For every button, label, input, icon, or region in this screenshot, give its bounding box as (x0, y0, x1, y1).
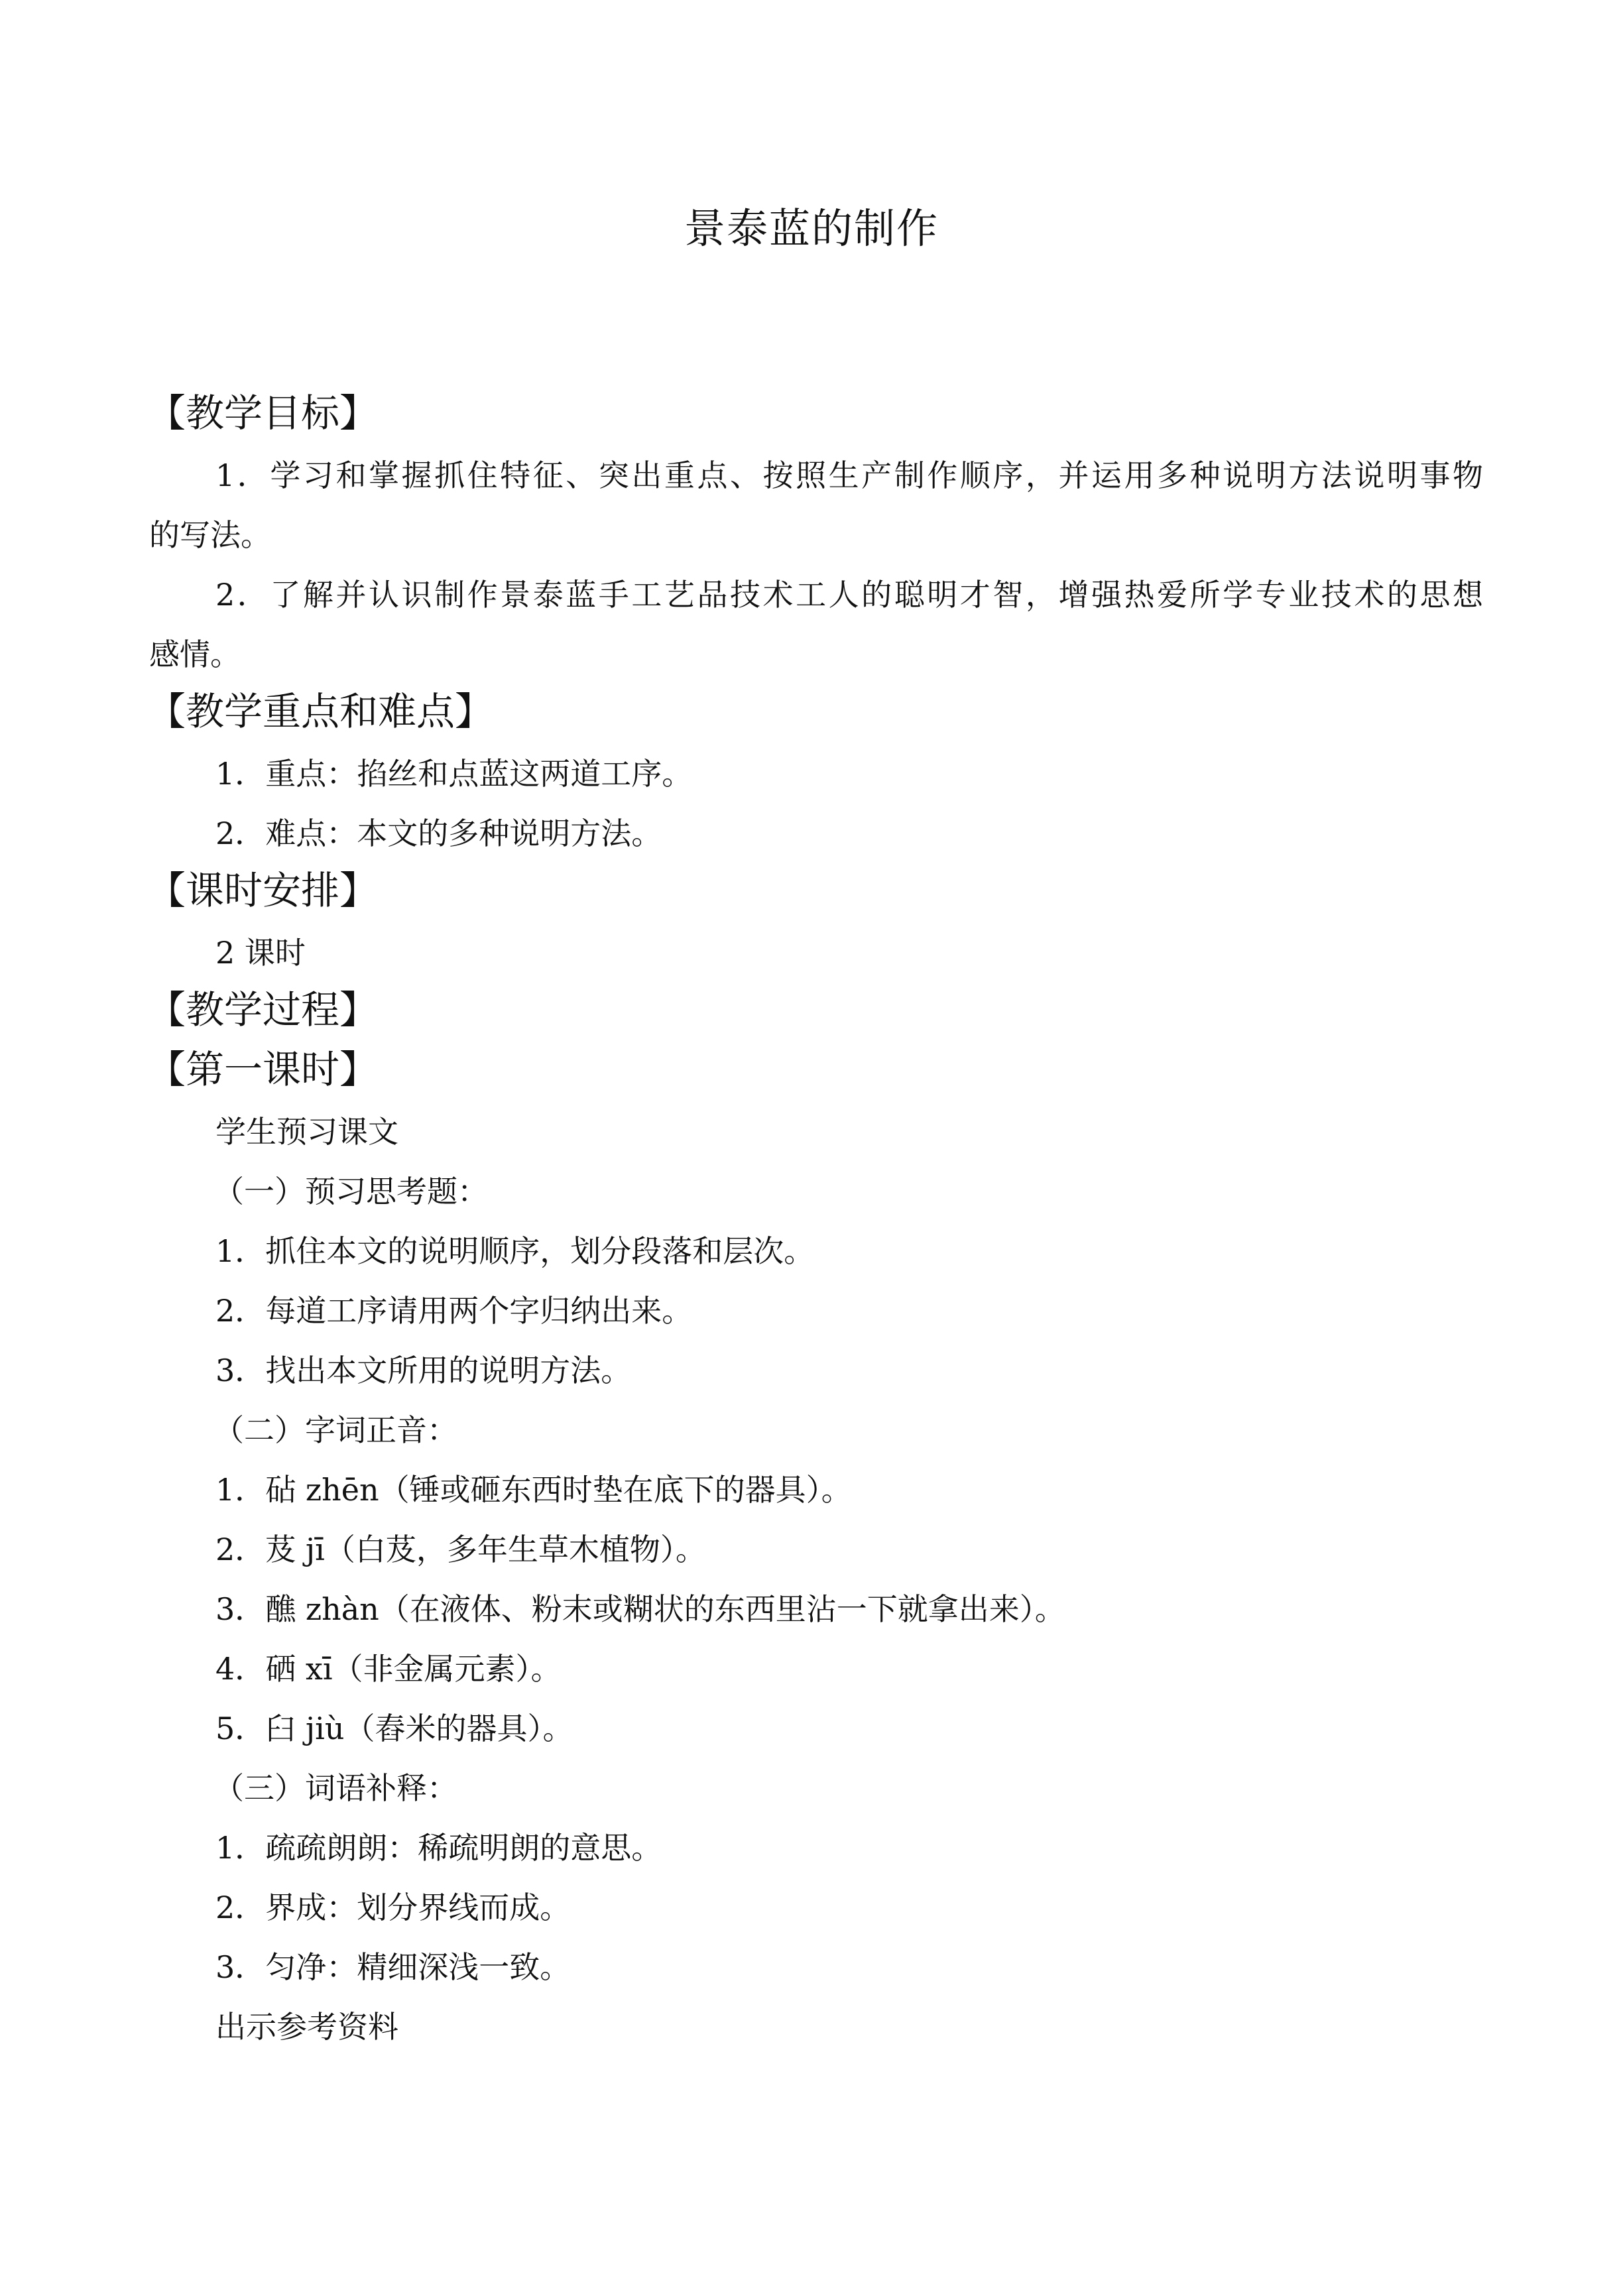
list-item: 2．芨 jī（白芨，多年生草木植物）。 (215, 1532, 706, 1567)
document-title: 景泰蓝的制作 (684, 204, 939, 253)
list-item: 3．匀净：精细深浅一致。 (215, 1949, 571, 1985)
first-lesson-intro: 学生预习课文 (215, 1114, 398, 1150)
key-point-2: 2．难点：本文的多种说明方法。 (215, 816, 662, 851)
list-item: 1．疏疏朗朗：稀疏明朗的意思。 (215, 1830, 662, 1866)
list-item: 3．醮 zhàn（在液体、粉末或糊状的东西里沾一下就拿出来）。 (215, 1591, 1065, 1627)
schedule-text: 2 课时 (215, 935, 306, 971)
list-item: 4．硒 xī（非金属元素）。 (215, 1651, 562, 1687)
subsection-3-title: （三）词语补释： (213, 1770, 457, 1806)
list-item: 2．界成：划分界线而成。 (215, 1890, 571, 1925)
heading-objectives: 【教学目标】 (147, 391, 379, 436)
heading-process: 【教学过程】 (147, 987, 379, 1032)
list-item: 1．抓住本文的说明顺序，划分段落和层次。 (215, 1233, 815, 1269)
list-item: 2．每道工序请用两个字归纳出来。 (215, 1293, 693, 1329)
subsection-1-title: （一）预习思考题： (213, 1174, 488, 1209)
list-item: 1．砧 zhēn（锤或砸东西时垫在底下的器具）。 (215, 1472, 852, 1508)
subsection-2-title: （二）字词正音： (213, 1412, 457, 1448)
objective-1-line-2: 的写法。 (149, 517, 271, 553)
key-point-1: 1．重点：掐丝和点蓝这两道工序。 (215, 756, 693, 792)
heading-key-points: 【教学重点和难点】 (147, 689, 494, 734)
list-item: 5．臼 jiù（舂米的器具）。 (215, 1711, 573, 1746)
objective-1-line-1: 1．学习和掌握抓住特征、突出重点、按照生产制作顺序，并运用多种说明方法说明事物 (215, 457, 1483, 493)
first-lesson-footer: 出示参考资料 (215, 2009, 398, 2045)
heading-schedule: 【课时安排】 (147, 868, 379, 913)
heading-first-lesson: 【第一课时】 (147, 1047, 379, 1092)
list-item: 3．找出本文所用的说明方法。 (215, 1353, 632, 1388)
objective-2-line-1: 2．了解并认识制作景泰蓝手工艺品技术工人的聪明才智，增强热爱所学专业技术的思想 (215, 577, 1483, 613)
objective-2-line-2: 感情。 (149, 636, 241, 672)
